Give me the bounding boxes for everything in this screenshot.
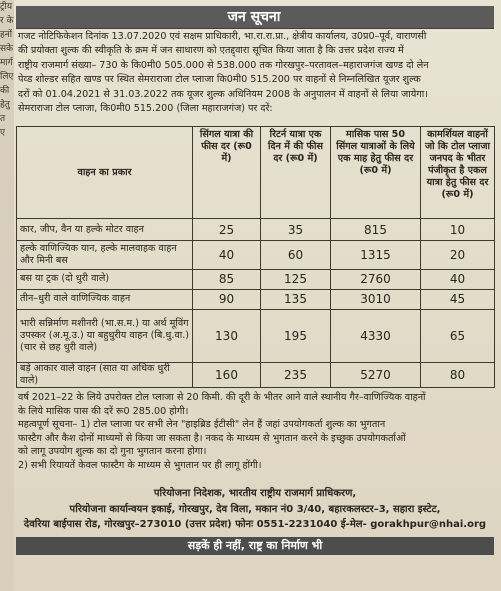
side-fragment: ट्रीय (0, 2, 13, 12)
footnote-line: महत्वपूर्ण सूचना– 1) टोल प्लाजा पर सभी लेन "हाइब्रिड ईटीसी" लेन हैं जहां उपयोगकर्ता शुल्क का भुगतान (18, 419, 386, 431)
side-fragment: र के (0, 16, 14, 26)
header-return-fee: रिटर्न यात्रा एक दिन में की फीस दर (रू0 में) (261, 127, 331, 219)
side-fragment: हेतु (0, 100, 10, 110)
single-fee-cell: 40 (193, 241, 261, 269)
return-fee-cell: 235 (261, 362, 331, 387)
table-row (17, 241, 495, 269)
notice-footnote (18, 391, 492, 473)
single-fee-cell: 130 (193, 310, 261, 363)
return-fee-cell: 60 (261, 241, 331, 269)
monthly-pass-cell: 2760 (331, 269, 421, 289)
vehicle-type-cell: तीन–धुरी वाले वाणिज्यिक वाहन (17, 289, 193, 309)
side-fragment: सके (0, 44, 13, 54)
footer-slogan-band (16, 537, 494, 555)
adjacent-column (0, 0, 14, 591)
intro-line: दरों को 01.04.2021 से 31.03.2022 तक यूजर शुल्क अधिनियम 2008 के अनुपालन में वाहनों से लिया जायेगा। (18, 88, 428, 100)
single-fee-cell: 160 (193, 362, 261, 387)
footnote-line: को लागू उपयोग शुल्क का दो गुना भुगतान करना होगा। (18, 446, 207, 458)
intro-line: राष्ट्रीय राजमार्ग संख्या– 730 के कि0मी0 505.000 से 538.000 तक गोरखपुर–परतावल–महाराजगंज खण्ड दो लेन (18, 59, 429, 71)
vehicle-type-cell: बस या ट्रक (दो धुरी वाले) (17, 269, 193, 289)
header-monthly-pass: मासिक पास 50 सिंगल यात्राओं के लिये एक माह हेतु फीस दर (रू0 में) (331, 127, 421, 219)
side-fragment: मार्ग (0, 58, 13, 68)
notice-title: जन सूचना (227, 9, 281, 25)
footer-slogan: सड़कें ही नहीं, राष्ट्र का निर्माण भी (187, 539, 323, 552)
return-fee-cell: 195 (261, 310, 331, 363)
footnote-line: वर्ष 2021–22 के लिये उपरोक्त टोल प्लाजा से 20 किमी. की दूरी के भीतर आने वाले स्थानीय गैर–वाणिज्यिक वाहनों (18, 392, 426, 403)
intro-line: सेमराराजा टोल प्लाजा, कि0मी0 515.200 (जिला महाराजगंज) पर दरें: (18, 103, 273, 115)
toll-rate-table (16, 126, 495, 388)
table-row (17, 362, 495, 387)
single-fee-cell: 25 (193, 219, 261, 241)
issuer-line: परियोजना निदेशक, भारतीय राष्ट्रीय राजमार्ग प्राधिकरण, (153, 488, 357, 499)
return-fee-cell: 35 (261, 219, 331, 241)
monthly-pass-cell: 5270 (331, 362, 421, 387)
single-fee-cell: 90 (193, 289, 261, 309)
side-fragment: ए (0, 128, 5, 138)
intro-line: गजट नोटिफिकेशन दिनांक 13.07.2020 एवं सक्षम प्राधिकारी, भा.रा.रा.प्रा., क्षेत्रीय कार्यालय, उ0प्र0–पूर्व, वाराणसी (18, 31, 427, 42)
monthly-pass-cell: 4330 (331, 310, 421, 363)
public-notice (16, 6, 494, 564)
commercial-fee-cell: 80 (421, 362, 495, 387)
monthly-pass-cell: 1315 (331, 241, 421, 269)
return-fee-cell: 125 (261, 269, 331, 289)
footnote-line: 2) सभी रियायतें केवल फास्टैग के माध्यम से भुगतान पर ही लागू होंगी। (18, 459, 262, 471)
table-row (17, 310, 495, 363)
side-fragment: त (0, 114, 6, 124)
single-fee-cell: 85 (193, 269, 261, 289)
monthly-pass-cell: 815 (331, 219, 421, 241)
table-row (17, 289, 495, 309)
issuer-line: देवरिया बाईपास रोड, गोरखपुर–273010 (उत्तर प्रदेश) फोनः 0551-2231040 ई-मेल- gorakhpur@nhai.org (23, 519, 487, 530)
notice-intro (18, 30, 492, 116)
side-fragment: हनों (0, 30, 13, 40)
header-commercial-fee: कामर्शियल वाहनों जो कि टोल प्लाजा जनपद के भीतर पंजीकृत है एकल यात्रा हेतु फीस दर (रू0 में) (421, 127, 495, 219)
header-single-fee: सिंगल यात्रा की फीस दर (रू0 में) (193, 127, 261, 219)
notice-header (16, 6, 494, 29)
vehicle-type-cell: कार, जीप, वैन या हल्के मोटर वाहन (17, 219, 193, 241)
commercial-fee-cell: 65 (421, 310, 495, 363)
issuer-block (16, 486, 494, 533)
table-row (17, 269, 495, 289)
vehicle-type-cell: भारी सन्निर्माण मशीनरी (भा.स.म.) या अर्थ मूविंग उपस्कर (अ.मू.उ.) या बहुधुरीय वाहन (बि.धु.वा.) (चार से छह धुरी वाले) (17, 310, 193, 363)
commercial-fee-cell: 45 (421, 289, 495, 309)
issuer-line: परियोजना कार्यान्वयन इकाई, गोरखपुर, देव विला, मकान नं0 3/40, बहारकलस्टर–3, सहारा इस्टेट, (69, 503, 441, 515)
intro-line: की प्रयोक्ता शुल्क की स्वीकृति के क्रम में जन साधारण को एतद्द्वारा सूचित किया जाता है कि उत्तर प्रदेश राज्य में (18, 45, 404, 57)
return-fee-cell: 135 (261, 289, 331, 309)
commercial-fee-cell: 10 (421, 219, 495, 241)
header-vehicle-type: वाहन का प्रकार (17, 127, 193, 219)
vehicle-type-cell: हल्के वाणिज्यिक यान, हल्के मालवाहक वाहन और मिनी बस (17, 241, 193, 269)
intro-line: पेव्ड शोल्डर सहित खण्ड पर स्थित सेमराराजा टोल प्लाजा कि0मी0 515.200 पर वाहनों से निम्नलिखित यूजर शुल्क (18, 74, 421, 86)
side-fragment: लिए (0, 72, 14, 82)
monthly-pass-cell: 3010 (331, 289, 421, 309)
table-row (17, 219, 495, 241)
footnote-line: के लिये मासिक पास की दरें रू0 285.00 होगी। (18, 405, 189, 417)
commercial-fee-cell: 20 (421, 241, 495, 269)
footnote-line: फास्टैग और कैश दोनों माध्यमों से किया जा सकता है। नकद के माध्यम से भुगतान करने के इच्छुक उपयोगकर्ताओं (18, 432, 406, 444)
vehicle-type-cell: बड़े आकार वाले वाहन (सात या अधिक धुरी वाले) (17, 362, 193, 387)
commercial-fee-cell: 40 (421, 269, 495, 289)
side-fragment: की (0, 86, 10, 96)
